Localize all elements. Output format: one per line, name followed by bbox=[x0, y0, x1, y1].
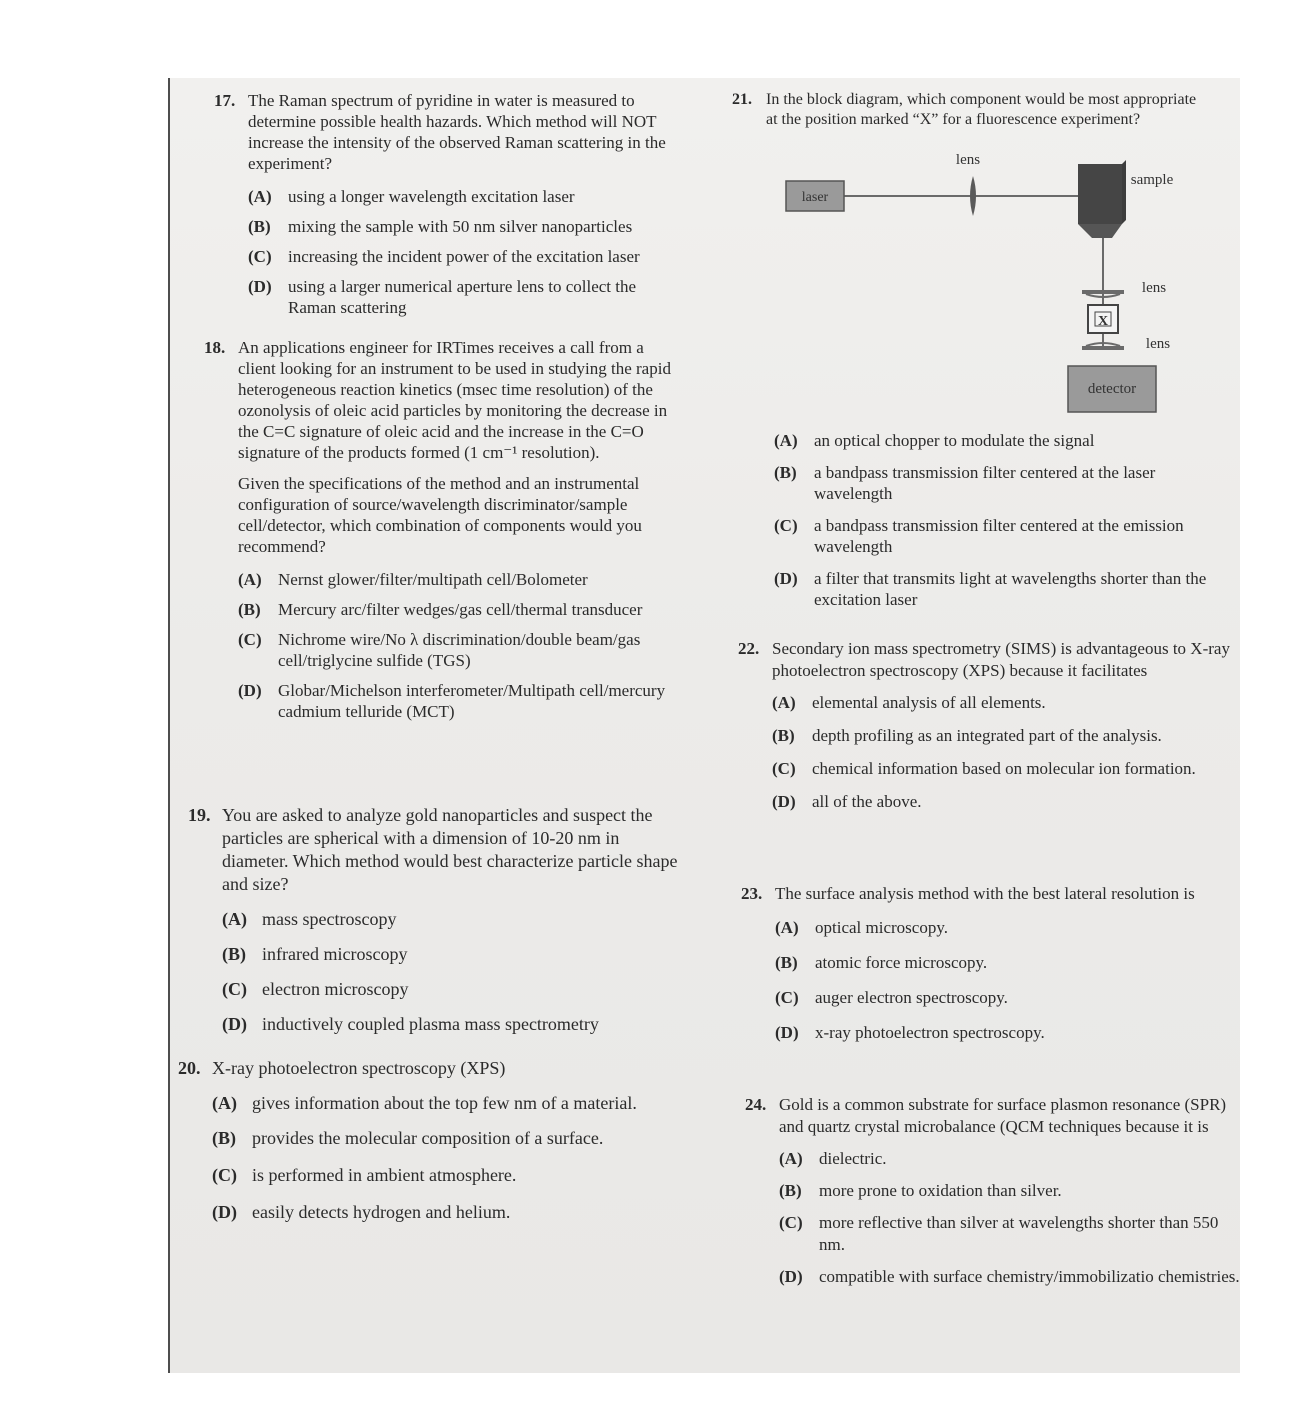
question-number: 23. bbox=[741, 884, 763, 903]
option-a: (A) elemental analysis of all elements. bbox=[772, 693, 1046, 712]
question-number: 22. bbox=[738, 639, 760, 658]
option-a: (A) mass spectroscopy bbox=[222, 909, 397, 929]
option-c: (C) a bandpass transmission filter centered at the emission wavelength bbox=[774, 516, 1184, 556]
option-d: (D) all of the above. bbox=[772, 792, 922, 811]
detector-label: detector bbox=[1087, 381, 1137, 397]
option-b: (B) infrared microscopy bbox=[222, 944, 408, 964]
question-number: 21. bbox=[732, 91, 752, 108]
question-number: 19. bbox=[188, 805, 211, 825]
lens-upper-label: lens bbox=[1141, 280, 1167, 296]
option-d: (D) compatible with surface chemistry/immobilizatio chemistries. bbox=[779, 1267, 1240, 1286]
option-d: (D) using a larger numerical aperture lens to collect the Raman scattering bbox=[248, 277, 637, 317]
option-c: (C) more reflective than silver at wavelengths shorter than 550 nm. bbox=[779, 1213, 1219, 1254]
option-b: (B) depth profiling as an integrated part of the analysis. bbox=[772, 726, 1162, 745]
option-a: (A) optical microscopy. bbox=[775, 918, 948, 937]
lens-top-label: lens bbox=[955, 152, 981, 168]
option-b: (B) mixing the sample with 50 nm silver nanoparticles bbox=[248, 217, 633, 236]
question-number: 17. bbox=[214, 91, 236, 110]
block-diagram bbox=[780, 148, 1210, 423]
question-stem: In the block diagram, which component would be most appropriate at the position marked “X” for a fluorescence experiment? bbox=[766, 91, 1197, 128]
question-23 bbox=[741, 883, 1232, 1044]
option-c: (C) increasing the incident power of the excitation laser bbox=[248, 247, 640, 266]
option-c: (C) auger electron spectroscopy. bbox=[775, 988, 1008, 1007]
laser-label: laser bbox=[801, 190, 829, 205]
lens-lower-label: lens bbox=[1145, 336, 1171, 352]
option-a: (A) Nernst glower/filter/multipath cell/Bolometer bbox=[238, 570, 588, 589]
option-c: (C) Nichrome wire/No λ discrimination/double beam/gas cell/triglycine sulfide (TGS) bbox=[238, 630, 641, 670]
option-b: (B) more prone to oxidation than silver. bbox=[779, 1181, 1062, 1200]
question-stem-continued: Given the specifications of the method and an instrumental configuration of source/wavelength discriminator/sample cell/detector, which combination of components would you recommend? bbox=[238, 474, 642, 556]
question-number: 24. bbox=[745, 1095, 767, 1114]
option-b: (B) a bandpass transmission filter centered at the laser wavelength bbox=[774, 463, 1156, 503]
question-24 bbox=[745, 1094, 1240, 1288]
question-21 bbox=[732, 90, 1200, 130]
question-stem: Secondary ion mass spectrometry (SIMS) is advantageous to X-ray photoelectron spectroscopy (XPS) because it facilitates bbox=[772, 639, 1230, 680]
option-b: (B) provides the molecular composition of a surface. bbox=[212, 1128, 604, 1148]
x-mark: X bbox=[1097, 314, 1109, 329]
option-d: (D) inductively coupled plasma mass spectrometry bbox=[222, 1014, 599, 1034]
option-c: (C) chemical information based on molecular ion formation. bbox=[772, 759, 1196, 778]
block-diagram-svg bbox=[780, 148, 1210, 423]
question-stem: Gold is a common substrate for surface plasmon resonance (SPR) and quartz crystal microbalance (QCM techniques because it is bbox=[779, 1095, 1227, 1136]
option-d: (D) x-ray photoelectron spectroscopy. bbox=[775, 1023, 1045, 1042]
question-number: 20. bbox=[178, 1058, 201, 1078]
lens-upper-shape bbox=[1082, 290, 1124, 294]
question-stem: An applications engineer for IRTimes receives a call from a client looking for an instrument to be used in studying the rapid heterogeneous reaction kinetics (msec time resolution) of the ozonolysis of oleic acid particles by monitoring the decrease in the C=C signature of oleic acid and the increase in the C=O signature of the products formed (1 cm⁻¹ resolution). bbox=[238, 338, 671, 462]
option-a: (A) using a longer wavelength excitation laser bbox=[248, 187, 575, 206]
question-number: 18. bbox=[204, 338, 226, 357]
question-stem: The Raman spectrum of pyridine in water is measured to determine possible health hazards. Which method will NOT increase the intensity of the observed Raman scattering in the experiment? bbox=[248, 91, 666, 173]
question-stem: X-ray photoelectron spectroscopy (XPS) bbox=[212, 1058, 506, 1078]
option-c: (C) is performed in ambient atmosphere. bbox=[212, 1165, 517, 1185]
sample-label: sample bbox=[1130, 172, 1174, 188]
option-b: (B) atomic force microscopy. bbox=[775, 953, 988, 972]
option-d: (D) easily detects hydrogen and helium. bbox=[212, 1202, 511, 1222]
question-18 bbox=[204, 337, 684, 722]
option-d: (D) Globar/Michelson interferometer/Multipath cell/mercury cadmium telluride (MCT) bbox=[238, 681, 666, 721]
question-17 bbox=[214, 90, 684, 318]
question-21-options bbox=[774, 430, 1210, 610]
option-c: (C) electron microscopy bbox=[222, 979, 409, 999]
option-b: (B) Mercury arc/filter wedges/gas cell/thermal transducer bbox=[238, 600, 643, 619]
lens-top-shape bbox=[970, 176, 976, 216]
option-d: (D) a filter that transmits light at wavelengths shorter than the excitation laser bbox=[774, 569, 1207, 609]
question-stem: The surface analysis method with the best lateral resolution is bbox=[775, 884, 1195, 903]
option-a: (A) gives information about the top few nm of a material. bbox=[212, 1093, 637, 1113]
option-a: (A) dielectric. bbox=[779, 1149, 887, 1168]
option-a: (A) an optical chopper to modulate the signal bbox=[774, 431, 1095, 450]
question-19 bbox=[188, 804, 684, 1036]
question-20 bbox=[178, 1057, 684, 1224]
question-stem: You are asked to analyze gold nanoparticles and suspect the particles are spherical with a dimension of 10-20 nm in diameter. Which method would best characterize particle shape and size? bbox=[222, 805, 678, 894]
question-22 bbox=[738, 638, 1232, 813]
